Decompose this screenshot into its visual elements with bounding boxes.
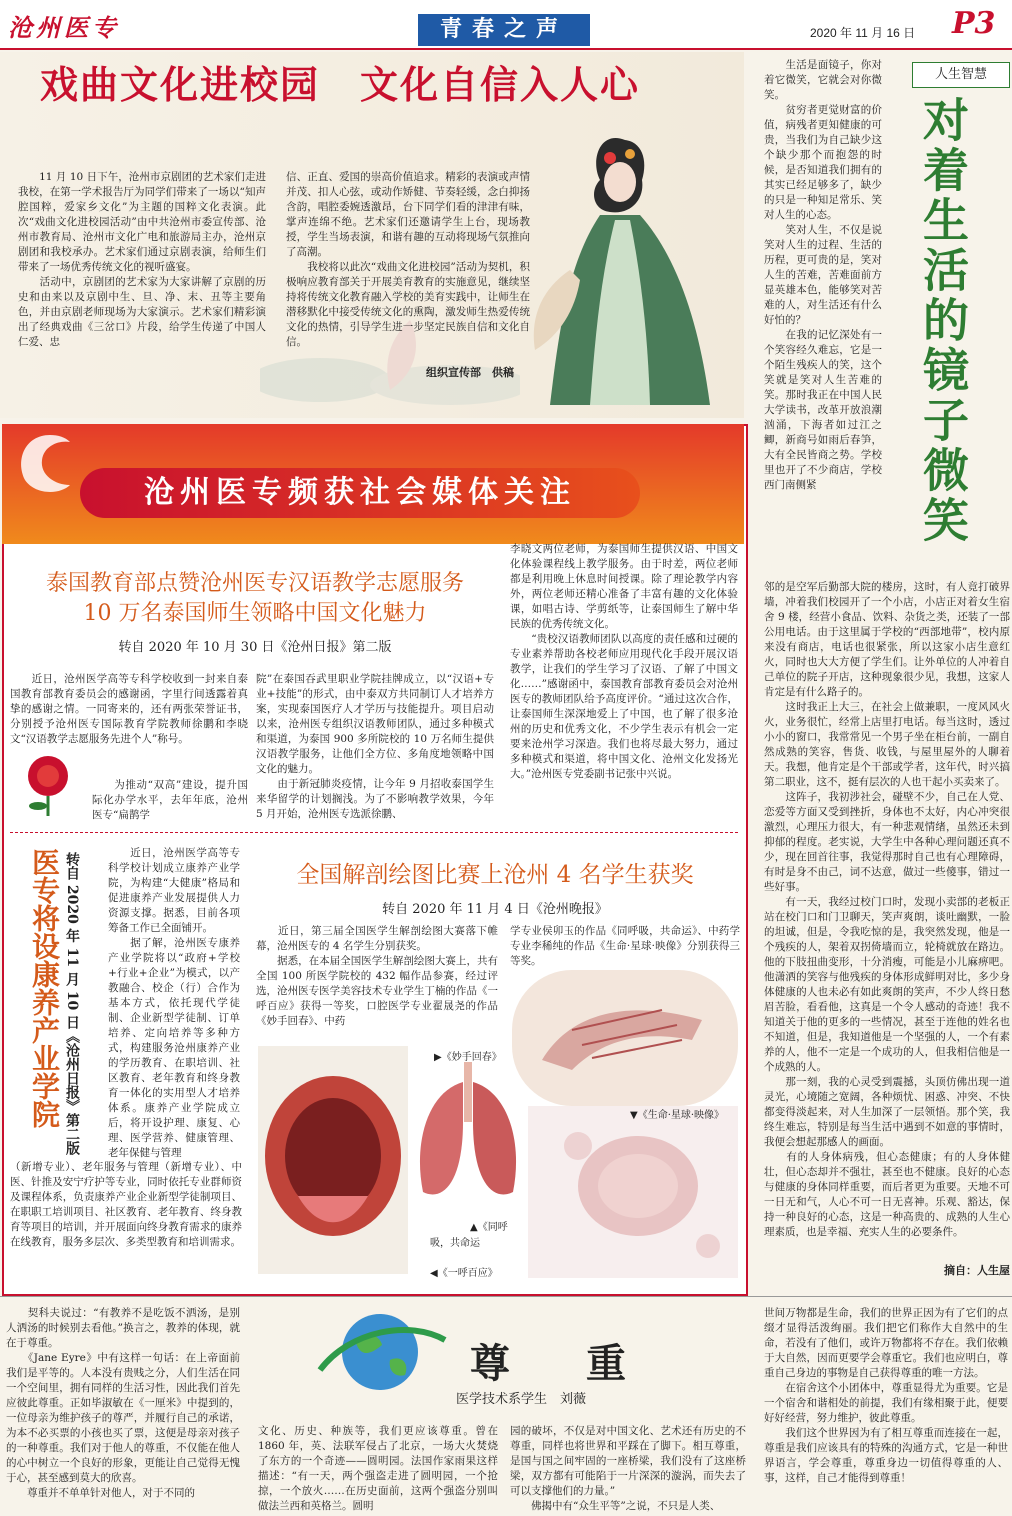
opera-text-col1: 11 月 10 日下午，沧州市京剧团的艺术家们走进我校，在第一学术报告厅为同学们带来了一场以“知声腔国粹，爱家乡文化”为主题的国粹文化表演。此次“戏曲文化进校园活动”由中共沧州市委宣传部、沧州市教育局、沧州市文化广电和旅游局主办，沧州京剧团和我校承办。艺术家们通过京剧表演，给师生们带来了一场优秀传统文化的视听盛宴。 活动中，京剧团的艺术家为大家讲解了京剧的历史和由来以及京剧中生、旦、净、末、丑等主要角色，并由京剧老师现场为大家演示。艺术家们精彩演出了经典戏曲《三岔口》片段，给学生传递了中国人仁爱、忠 [18, 171, 266, 348]
kangyang-article-text1: 近日，沧州医学高等专科学校计划成立康养产业学院，为构建“大健康”格局和促进康养产业发展提供人力资源支撑。据悉，目前各项筹备工作已全面铺开。 据了解，沧州医专康养产业学院将以“政府+学校+行业+企业”为模式，以产教融合、校企（行）合作为基本方式，依托现代学徒制、企业新型学徒制、订单培养、定向培养等多种方式，构建服务沧州康养产业的学历教育、在职培训、社区教育、老年教育和终身教育一体化的实用型人才培养体系。康养产业学院成立后，将开设护理、康复、心理、医学营养、健康管理、老年保健与管理 [108, 847, 240, 1159]
thai-article-title-1: 泰国教育部点赞沧州医专汉语教学志愿服务 [45, 571, 464, 596]
respect-headline: 尊 重 [470, 1340, 644, 1387]
caption-yihu: ◀《一呼百应》 [430, 1268, 498, 1279]
respect-col1: 契科夫说过：“有教养不是吃饭不洒汤，是别人洒汤的时候别去看他。”换言之，教养的体现，就在于尊重。 《Jane Eyre》中有这样一句话：在上帝面前我们是平等的。人本没有贵贱之分，人们生活在同一个空间里，拥有同样的生活习性，因此我们首先应彼此尊重。正如毕淑敏在《一厘米》中提到的，一位母亲为维护孩子的尊严，并履行自己的承诺，为本不必买票的小孩也买了票，这便是母亲对孩子的一种尊重。我们对于他人的尊重，不仅能在他人的心中树立一个良好的形象，更能让自己觉得无愧于心，甚至感到莫大的欣喜。 尊重并不单单针对他人，对于不同的 [6, 1307, 240, 1499]
mirror-article-credit: 摘自：人生屋 [944, 1264, 1010, 1277]
page-number: P3 [952, 6, 996, 41]
anatomy-article-col1: 近日，第三届全国医学生解剖绘图大赛落下帷幕，沧州医专的 4 名学生分别获奖。 据悉，在本届全国医学生解剖绘图大赛上，共有全国 100 所医学院校的 432 幅作品参赛，经过评选，沧州医专医学美容技术专业学生丁楠的作品《一呼百应》获得一等奖，口腔医学专业翟晟尧的作品《妙手回春》、中药 [256, 925, 498, 1027]
caption-shengming: ▼《生命·星球·映像》 [630, 1110, 725, 1121]
column-tag: 人生智慧 [912, 62, 1010, 88]
mouth-drawing-image [258, 1046, 408, 1274]
respect-col3: 园的破坏，不仅是对中国文化、艺术还有历史的不尊重，同样也将世界和平踩在了脚下。相互尊重，是国与国之间牢固的一座桥梁，我们没有了这座桥梁，双方都有可能陷于一片深深的漩涡，而失去了可以支撑他们的力量。” 佛揭中有“众生平等”之说，不只是人类、 [510, 1425, 746, 1512]
hand-drawing-image [512, 970, 738, 1106]
opera-figure-painting [530, 120, 740, 410]
respect-col4: 世间万物都是生命，我们的世界正因为有了它们的点缀才显得活泼绚丽。我们把它们称作大自然中的生命，若没有了他们，或许万物都将不存在。我们依赖于大自然，因而更要学会尊重它。我们也应明白，尊重自己身边的事物是自己获得尊重的唯一方法。 在宿舍这个小团体中，尊重显得尤为重要。它是一个宿舍和谐相处的前提，我们有缘相聚于此，便要好好经营，努力维护，彼此尊重。 我们这个世界因为有了相互尊重而连接在一起，尊重是我们应该具有的特殊的沟通方式，它是一种世界语言，学会尊重，尊重身边一切值得尊重的人、事，这样，自己才能得到尊重！ [764, 1307, 1008, 1484]
anatomy-article-title: 全国解剖绘图比赛上沧州 4 名学生获奖 [296, 862, 694, 888]
globe-icon [310, 1300, 450, 1400]
anatomy-article-col2: 学专业侯卯玉的作品《同呼吸，共命运》、中药学专业李稀纯的作品《生命·星球·映像》分别获得三等奖。 [510, 925, 740, 967]
issue-date: 2020 年 11 月 16 日 [810, 26, 916, 40]
opera-byline: 组织宣传部 供稿 [426, 366, 514, 379]
thai-article-col1a: 近日，沧州医学高等专科学校收到一封来自泰国教育部教育委员会的感谢函，字里行间透露着真挚的感谢之情。一同寄来的，还有两张荣誉证书，分别授予沧州医专国际教育学院教师徐鹏和李晓文“汉语教学志愿服务先进个人”称号。 [10, 673, 248, 745]
kangyang-article-title: 医专将设康养产业学院 [28, 848, 61, 1128]
section-divider [10, 832, 738, 833]
thai-article-source: 转自 2020 年 10 月 30 日《沧州日报》第二版 [118, 640, 392, 655]
fetus-drawing-image [528, 1106, 738, 1278]
opera-headline: 戏曲文化进校园 文化自信入人心 [40, 62, 641, 107]
kangyang-article-text2: （新增专业）、老年服务与管理（新增专业）、中医、针推及安宁疗护等专业，同时依托专业群师资及课程体系，负责康养产业企业新型学徒制项目、在职职工培训项目、社区教育、老年教育、终身教育等项目的培训，并开展面向终身教育需求的康养在线教育，服务多层次、多类型教育和培训需求。 [10, 1161, 242, 1248]
caption-miaoshou: ▶《妙手回春》 [434, 1052, 502, 1063]
caption-tonghuxi-2: 吸，共命运 [430, 1238, 480, 1249]
lungs-drawing-image [408, 1062, 528, 1210]
profile-logo-icon [10, 430, 90, 500]
mirror-article-narrow: 生活是面镜子，你对着它微笑，它就会对你微笑。 贫穷者更觉财富的价值，病残者更知健康的可贵，当我们为自己缺少这个缺少那个而抱怨的时候，是否知道我们拥有的其实已经足够多了，缺少的只是一种知足常乐、笑对人生的心态。 笑对人生，不仅是说笑对人生的过程、生活的历程，更可贵的是，笑对人生的苦难，苦难面前方显英雄本色，能够笑对苦难的人，对生活还有什么好怕的？ 在我的记忆深处有一个笑容经久难忘，它是一个陌生残疾人的笑，这个笑就是笑对人生苦难的笑。那时我正在中国人民大学读书，改革开放浪潮汹涌，下海者如过江之鲫，新商号如雨后春笋，大有全民皆商之势。学校里也开了不少商店，学校西门南侧紧 [764, 59, 882, 491]
caption-tonghuxi-1: ▲《同呼 [470, 1222, 508, 1233]
thai-article-col1b: 为推动“双高”建设，提升国际化办学水平，去年年底，沧州医专“扁鹊学 [92, 779, 248, 821]
mirror-article-title: 对着生活的镜子微笑 [916, 96, 970, 546]
thai-article-col3: 李晓文两位老师，为泰国师生提供汉语、中国文化体验课程线上教学服务。由于时差，两位老师都是利用晚上休息时间授课。除了理论教学内容外，两位老师还精心准备了丰富有趣的文化体验课，如唱古诗、学剪纸等，让泰国师生了解中华民族的优秀传统文化。 “贵校汉语教师团队以高度的责任感和过硬的专业素养帮助各校老师应用现代化手段开展汉语教学，让我们的学生学习了汉语、了解了中国文化……”感谢函中，泰国教育部教育委员会对沧州医专的教师团队给予高度评价。“通过这次合作，让泰国师生深深地爱上了中国，也了解了很多沧州的历史和优秀文化，不少学生表示有机会一定要来沧州学习深造。我们也将尽最大努力，通过多种模式和渠道，将中国文化、沧州文化发扬光大。”沧州医专党委副书记张中兴说。 [510, 543, 738, 780]
media-banner: 沧州医专频获社会媒体关注 [80, 468, 640, 518]
respect-author: 医学技术系学生 刘薇 [456, 1392, 587, 1407]
newspaper-logo: 沧州医专 [8, 13, 120, 42]
mirror-article-wide: 邻的是空军后勤部大院的楼房，这时，有人竟打破界墙，冲着我们校园开了一个小店，小店正对着女生宿舍 9 楼，经营小食品、饮料、杂货之类，还装了一部公用电话。由于这里属于学校的“西部地带”，校内原来没有商店，电话也很紧张，所以这家小店生意红火，同时也大大方便了学生们。让外单位的人冲着自己单位的院子开店，这种现象很少见，我想，这家人肯定是有什么路子的。 这时我正上大三，在社会上做兼职，一度风风火火，业务很忙，经常上店里打电话。每当这时，透过小小的窗口，我常常见一个男子坐在柜台前，一副自然成熟的笑容，售货、收钱，与屋里屋外的人聊着天。我想，他肯定是个干部或学者，这年代，时兴搞第二职业，这不，挺有层次的人也干起小买卖来了。 这阵子，我初涉社会，碰壁不少，自己在人党、恋爱等方面又受到挫折，身体也不太好，内心冲突很激烈，心理压力很大，有一种悲观情绪，虽然还未到抑郁的程度。老实说，大学生中各种心理问题还真不少，现在回首往事，我觉得那时自己也有心理障碍，有时是身不由己，词不达意，做过一些傻事，错过一些好事。 有一天，我经过校门口时，发现小卖部的老板正站在校门口和门卫聊天，笑声爽朗，谈吐幽默，一脸的坦诚，但是，令我吃惊的是，我突然发现，他是一个残疾的人，架着双拐倚墙而立，轮椅就放在路边。他的下肢扭曲变形，十分消瘦，可能是小儿麻痹吧。他潇洒的笑容与他残疾的身体形成鲜明对比，多少身体健康的人也未必有如此爽朗的笑声，不少人终日愁眉苦脸，看看他，这真是一个令人感动的奇迹！我不知道关于他的更多的一些情况，甚至于连他的姓名也不知道，但是，我知道他是一个坚强的人，一个有素养的人，他不一定是一个成功的人，但我相信他是一个成熟的人。 那一刻，我的心灵受到震撼，头顶仿佛出现一道灵光，心境随之宽阔，各种烦忧、困惑、冲突、不快都变得淡起来，对人生加深了一层领悟。那个笑，我终生难忘，特别是每当生活中遇到不如意的事情时，我便会想起那感人的画面。 有的人身体病残，但心态健康；有的人身体健壮，但心态却并不强壮，甚至也不健康。良好的心态与健康的身体同样重要，而后者更为重要。天地不可一日无和气，人心不可一日无喜神。乐观、豁达，保持一种良好的心态，这是一种高贵的、成熟的人生心理素质，也是幸福、充实人生的必要条件。 [764, 581, 1010, 1238]
rose-icon [12, 748, 84, 816]
kangyang-article-source: 转自 2020 年 11 月 10 日《沧州日报》第二版 [64, 852, 80, 1156]
anatomy-article-source: 转自 2020 年 11 月 4 日《沧州晚报》 [382, 902, 608, 917]
thai-article-title-2: 10 万名泰国师生领略中国文化魅力 [83, 601, 427, 626]
thai-article-col2: 院”在泰国吞武里职业学院挂牌成立，以“汉语+专业+技能”的形式，由中泰双方共同制订人才培养方案，实现泰国医疗人才学历与技能提升。项目启动以来，沧州医专组织汉语教师团队，通过多种模式和渠道，为泰国 900 多所院校的 10 万名师生提供汉语教学服务，让他们全方位、多角度地领略中国文化的魅力。 由于新冠肺炎疫情，让今年 9 月招收泰国学生来华留学的计划搁浅。为了不影响教学效果，今年 5 月开始，沧州医专选派徐鹏、 [256, 673, 494, 820]
respect-col2: 文化、历史、种族等，我们更应该尊重。曾在 1860 年，英、法联军侵占了北京，一场大火焚烧了东方的一个奇迹——圆明园。法国作家雨果这样描述：“有一天，两个强盗走进了圆明园，一个抢掠，一个放火……在历史面前，这两个强盗分别叫做法兰西和英格兰。圆明 [258, 1425, 498, 1512]
opera-text-col2: 信、正直、爱国的崇高价值追求。精彩的表演或声情并茂、扣人心弦，或动作矫健、节奏轻缓，念白抑扬含韵，唱腔委婉透激昂，台下同学们看的津津有味，掌声连绵不绝。艺术家们还邀请学生上台，现场教授，学生当场表演，和谐有趣的互动将现场气氛推向了高潮。 我校将以此次“戏曲文化进校园”活动为契机，积极响应教育部关于开展美育教育的实施意见，继续坚持将传统文化教育融入学校的美育实践中，让师生在潜移默化中接受传统文化的熏陶，激发师生热爱传统文化的热情，引导学生进一步坚定民族自信和文化自信。 [286, 171, 530, 348]
column-title: 青春之声 [418, 14, 590, 46]
